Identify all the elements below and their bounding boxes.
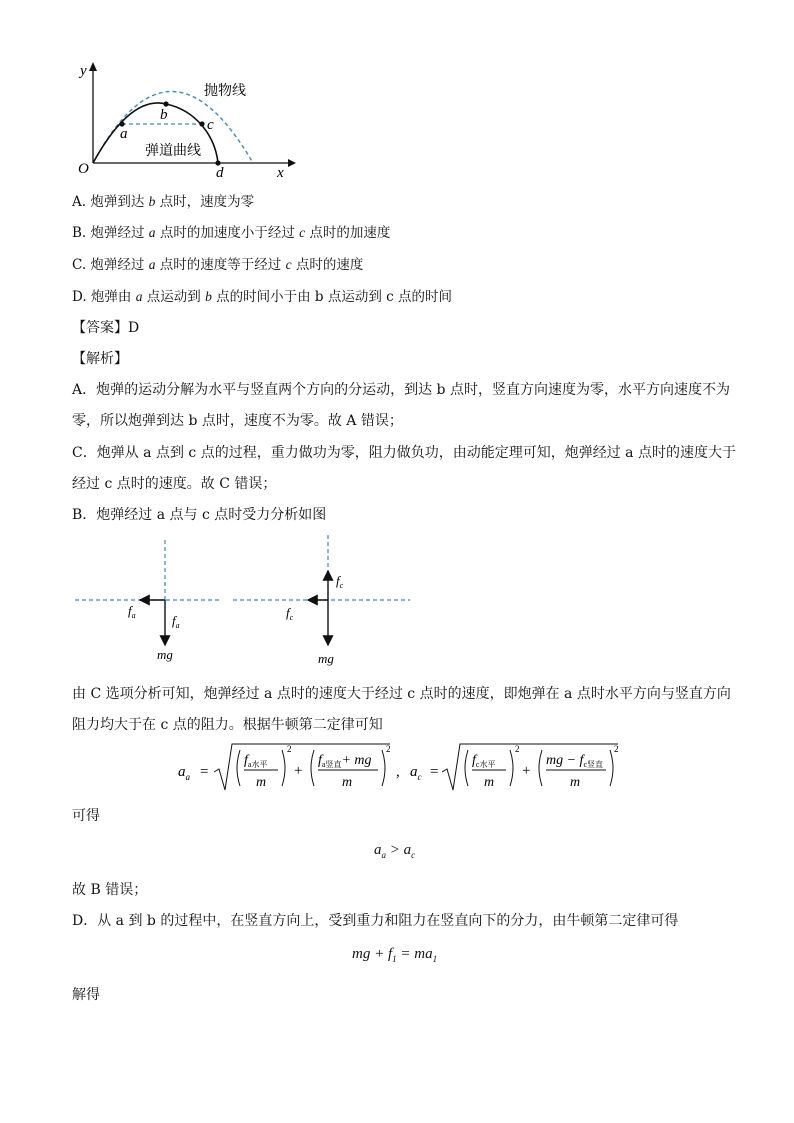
- svg-text:m: m: [256, 775, 267, 790]
- force-fa-vertical: $f_a$: [172, 613, 180, 630]
- jiede-line: 解得: [72, 987, 100, 1003]
- svg-text:2: 2: [287, 744, 292, 754]
- para-bc-line2: 阻力均大于在 c 点的阻力。根据牛顿第二定律可知: [72, 717, 383, 733]
- point-a-label: a: [120, 126, 128, 142]
- para-c-line2: 经过 c 点时的速度。故 C 错误；: [72, 476, 277, 492]
- force-diagram: [70, 535, 420, 670]
- svg-text:2: 2: [515, 744, 520, 754]
- svg-text:ac: $a_c$: [410, 764, 422, 782]
- svg-text:=: =: [200, 764, 209, 780]
- option-b: B. 炮弹经过 a 点时的加速度小于经过 c 点时的加速度: [72, 225, 391, 241]
- svg-text:+: +: [294, 763, 303, 779]
- svg-text:,: ,: [396, 764, 400, 780]
- svg-text:2: 2: [386, 744, 391, 754]
- svg-text:m: m: [484, 775, 495, 790]
- svg-text:+: +: [522, 763, 531, 779]
- para-d-line1: D．从 a 到 b 的过程中，在竖直方向上，受到重力和阻力在竖直向下的分力，由牛顿第二定律可得: [72, 913, 679, 929]
- force-fc-horizontal: $f_c$: [286, 605, 294, 622]
- svg-text:=: =: [430, 764, 439, 780]
- gravity-a: mg: [157, 647, 173, 662]
- svg-text:m: m: [570, 775, 581, 790]
- analysis-title: 【解析】: [72, 351, 128, 367]
- parabola-label: 抛物线: [204, 83, 246, 99]
- origin-label: O: [78, 161, 89, 177]
- svg-text:2: 2: [614, 744, 619, 754]
- para-c-line1: C．炮弹从 a 点到 c 点的过程，重力做功为零，阻力做负功，由动能定理可知，炮弹经过 a 点时的速度大于: [72, 445, 736, 461]
- x-axis-label: x: [277, 165, 284, 180]
- option-c: C. 炮弹经过 a 点时的速度等于经过 c 点时的速度: [72, 257, 364, 273]
- compare-equation: $a_a > a_c$: [374, 842, 416, 860]
- svg-text:fc水平: $f_{c水平}$: [472, 753, 496, 769]
- kede-line: 可得: [72, 808, 100, 824]
- point-b-label: b: [160, 107, 168, 123]
- para-b-wrong: 故 B 错误；: [72, 882, 148, 898]
- option-a: A. 炮弹到达 b 点时，速度为零: [72, 194, 255, 210]
- para-b-line1: B．炮弹经过 a 点与 c 点时受力分析如图: [72, 507, 327, 523]
- svg-text:aa: $a_a$: [178, 764, 190, 782]
- trajectory-figure: [70, 55, 300, 180]
- svg-text:fa水平: $f_{a水平}$: [244, 753, 268, 769]
- gravity-c: mg: [318, 651, 334, 666]
- svg-text:fa竖直+ mg: $f_{a竖直}+$ mg: [318, 753, 372, 769]
- svg-text:m: m: [342, 775, 353, 790]
- para-bc-line1: 由 C 选项分析可知，炮弹经过 a 点时的速度大于经过 c 点时的速度，即炮弹在 a 点时水平方向与竖直方向: [72, 686, 731, 702]
- force-fc-vertical: $f_c$: [336, 573, 344, 590]
- ballistic-label: 弹道曲线: [145, 143, 201, 159]
- svg-text:mg − fc竖直: mg − $f_{c竖直}$: [546, 753, 604, 769]
- acceleration-equation: [170, 738, 630, 798]
- y-axis-label: y: [80, 63, 87, 79]
- option-d: D. 炮弹由 a 点运动到 b 点的时间小于由 b 点运动到 c 点的时间: [72, 289, 452, 305]
- para-a-line2: 零，所以炮弹到达 b 点时，速度不为零。故 A 错误；: [72, 413, 403, 429]
- newton-equation-d: mg + $f_1 = ma_1$: [352, 946, 438, 964]
- point-c-label: c: [207, 117, 214, 133]
- point-d-label: d: [216, 165, 224, 180]
- answer: 【答案】D: [72, 320, 140, 336]
- para-a-line1: A．炮弹的运动分解为水平与竖直两个方向的分运动，到达 b 点时，竖直方向速度为零，水平方向速度不为: [72, 382, 730, 398]
- force-fa-horizontal: $f_a$: [128, 603, 136, 620]
